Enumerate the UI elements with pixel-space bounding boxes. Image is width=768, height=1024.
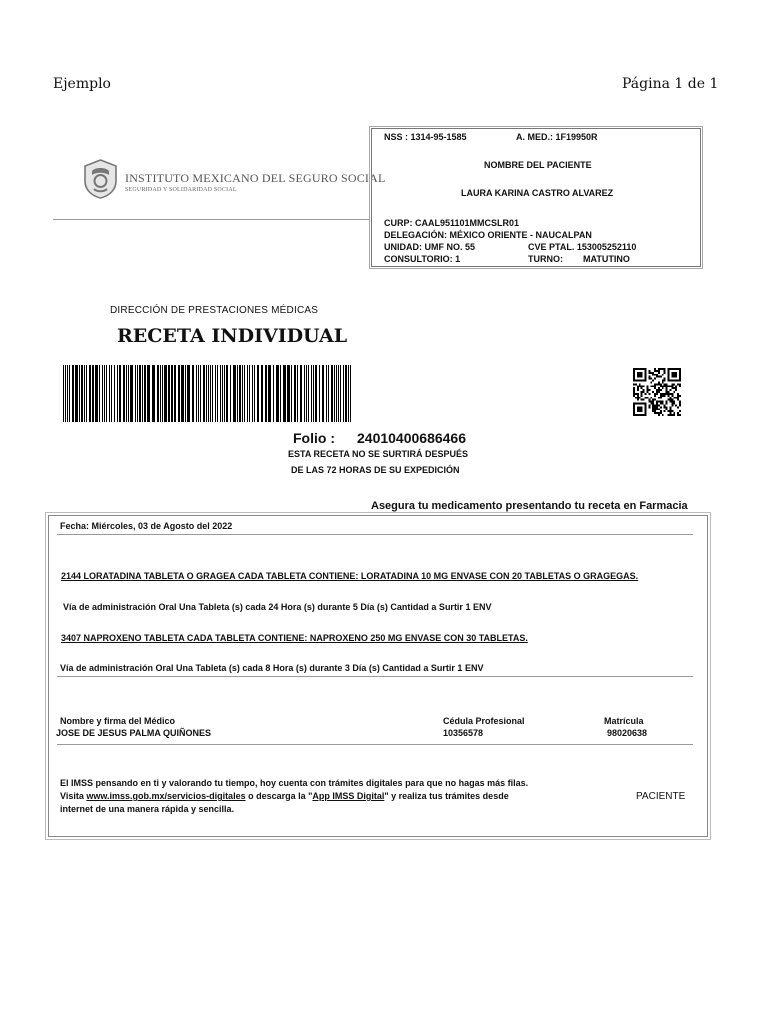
folio-number: 24010400686466 (357, 430, 467, 446)
consultorio-field: CONSULTORIO: 1 (384, 254, 461, 264)
copy-label: PACIENTE (636, 791, 686, 802)
expiry-notice-line-2: DE LAS 72 HORAS DE SU EXPEDICIÓN (291, 465, 460, 475)
footer-text: " y realiza tus trámites desde (384, 791, 509, 801)
footer-text: Visita (60, 791, 87, 801)
doctor-name: JOSE DE JESUS PALMA QUIÑONES (56, 728, 212, 738)
cedula-value: 10356578 (443, 728, 484, 738)
patient-name: LAURA KARINA CASTRO ALVAREZ (461, 188, 614, 198)
footer-text: o descarga la " (245, 791, 313, 801)
medication-2: 3407 NAPROXENO TABLETA CADA TABLETA CONTIENE: NAPROXENO 250 MG ENVASE CON 30 TABLETAS. (61, 633, 528, 643)
turno-value: MATUTINO (583, 254, 630, 264)
curp-field: CURP: CAAL951101MMCSLR01 (384, 218, 520, 228)
unidad-field: UNIDAD: UMF NO. 55 (384, 242, 476, 252)
logo-institution-name: INSTITUTO MEXICANO DEL SEGURO SOCIAL (125, 171, 386, 185)
cve-ptal-field: CVE PTAL. 153005252110 (528, 242, 637, 252)
matricula-value: 98020638 (607, 728, 648, 738)
app-imss-digital-link[interactable]: App IMSS Digital (312, 791, 385, 801)
imss-emblem-icon (83, 159, 118, 199)
delegacion-field: DELEGACIÓN: MÉXICO ORIENTE - NAUCALPAN (384, 230, 592, 240)
doctor-label: Nombre y firma del Médico (60, 716, 176, 726)
nss-field: NSS : 1314-95-1585 (384, 132, 467, 142)
direccion-heading: DIRECCIÓN DE PRESTACIONES MÉDICAS (110, 305, 319, 316)
document-title: RECETA INDIVIDUAL (117, 325, 348, 347)
medication-2-instructions: Vía de administración Oral Una Tableta (s) cada 8 Hora (s) durante 3 Día (s) Cantidad a Surtir 1 ENV (60, 663, 484, 673)
prescription-box (48, 515, 708, 837)
divider (57, 744, 693, 745)
expiry-notice-line-1: ESTA RECETA NO SE SURTIRÁ DESPUÉS (288, 449, 469, 459)
medication-1: 2144 LORATADINA TABLETA O GRAGEA CADA TABLETA CONTIENE: LORATADINA 10 MG ENVASE CON 20 TABLETAS O GRAGEGAS. (61, 571, 639, 581)
imss-logo (83, 159, 386, 203)
divider (57, 534, 693, 535)
page-number: Página 1 de 1 (622, 76, 719, 92)
amed-field: A. MED.: 1F19950R (516, 132, 598, 142)
cedula-label: Cédula Profesional (443, 716, 525, 726)
header-left-label: Ejemplo (53, 76, 111, 92)
prescription-date: Fecha: Miércoles, 03 de Agosto del 2022 (60, 521, 233, 531)
logo-tagline: SEGURIDAD Y SOLIDARIDAD SOCIAL (125, 187, 237, 193)
patient-name-label: NOMBRE DEL PACIENTE (484, 160, 592, 170)
folio-label: Folio : (293, 430, 335, 446)
matricula-label: Matrícula (604, 716, 644, 726)
medication-1-instructions: Vía de administración Oral Una Tableta (s) cada 24 Hora (s) durante 5 Día (s) Cantidad a Surtir 1 ENV (63, 602, 492, 612)
digital-services-line-3: internet de una manera rápida y sencilla. (60, 804, 235, 814)
qr-code (633, 368, 681, 416)
digital-services-notice: El IMSS pensando en ti y valorando tu tiempo, hoy cuenta con trámites digitales para que no hagas más filas. (60, 778, 529, 788)
digital-services-line-2 (60, 791, 509, 801)
pharmacy-notice: Asegura tu medicamento presentando tu receta en Farmacia (371, 500, 688, 512)
turno-label: TURNO: (528, 254, 563, 264)
barcode (63, 365, 353, 422)
patient-info-box (371, 128, 701, 267)
imss-digital-services-link[interactable]: www.imss.gob.mx/servicios-digitales (86, 791, 246, 801)
divider (57, 676, 693, 677)
logo-divider (53, 219, 371, 220)
